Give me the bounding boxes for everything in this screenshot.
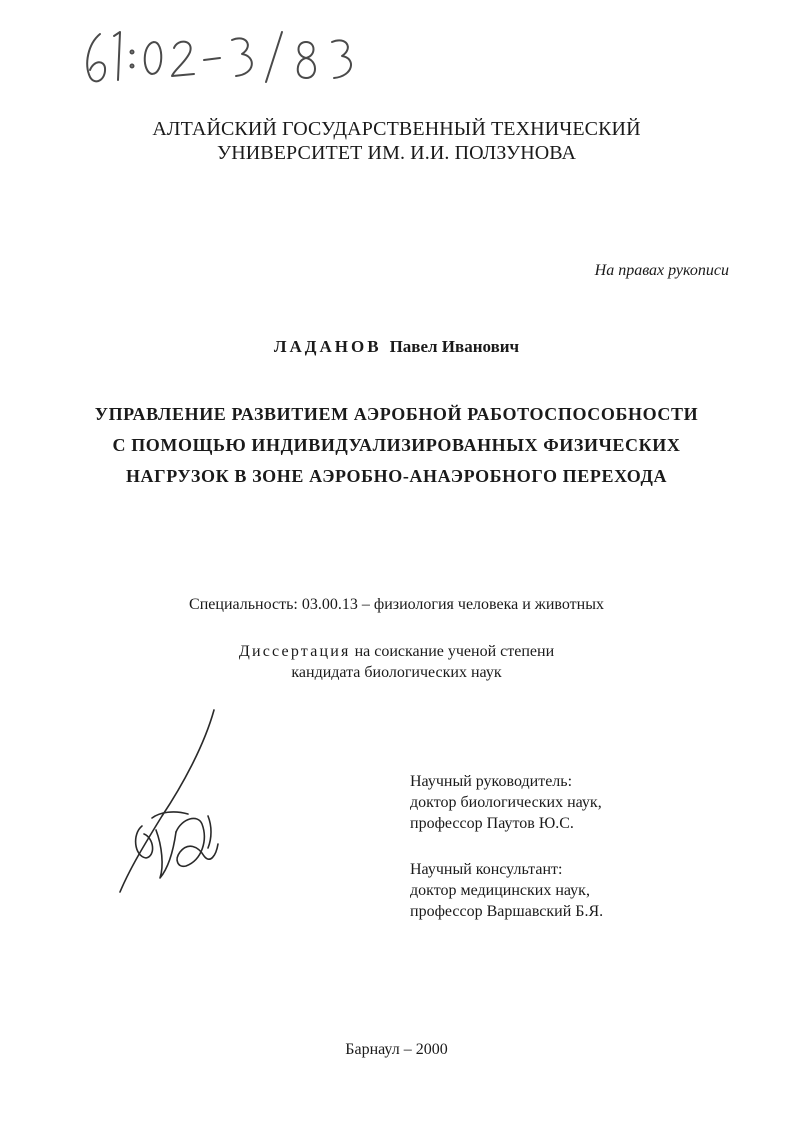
degree-line-1-rest: на соискание ученой степени bbox=[350, 643, 555, 660]
dissertation-title bbox=[0, 399, 793, 492]
title-line-3: НАГРУЗОК В ЗОНЕ АЭРОБНО-АНАЭРОБНОГО ПЕРЕХОДА bbox=[125, 466, 668, 486]
archive-handwritten-mark bbox=[70, 22, 370, 92]
consultant-degree: доктор медицинских наук, bbox=[410, 882, 590, 899]
university-line-1: АЛТАЙСКИЙ ГОСУДАРСТВЕННЫЙ ТЕХНИЧЕСКИЙ bbox=[152, 118, 641, 140]
archive-mark-drawing bbox=[70, 22, 370, 92]
rights-note: На правах рукописи bbox=[594, 262, 729, 279]
title-line-1: УПРАВЛЕНИЕ РАЗВИТИЕМ АЭРОБНОЙ РАБОТОСПОСОБНОСТИ bbox=[94, 404, 699, 424]
supervisor-block bbox=[410, 771, 602, 834]
consultant-role: Научный консультант: bbox=[410, 861, 563, 878]
signature-drawing bbox=[112, 706, 242, 902]
title-line-2: С ПОМОЩЬЮ ИНДИВИДУАЛИЗИРОВАННЫХ ФИЗИЧЕСКИХ bbox=[112, 435, 681, 455]
supervisor-name: профессор Паутов Ю.С. bbox=[410, 815, 574, 832]
degree-line-1 bbox=[0, 641, 793, 662]
university-header bbox=[0, 117, 793, 165]
author-given-names: Павел Иванович bbox=[389, 337, 520, 356]
author-name bbox=[0, 337, 793, 357]
consultant-name: профессор Варшавский Б.Я. bbox=[410, 903, 604, 920]
university-line-2: УНИВЕРСИТЕТ ИМ. И.И. ПОЛЗУНОВА bbox=[216, 142, 577, 164]
specialty-line: Специальность: 03.00.13 – физиология человека и животных bbox=[189, 596, 604, 613]
supervisor-role: Научный руководитель: bbox=[410, 773, 573, 790]
author-signature bbox=[112, 706, 242, 902]
consultant-block bbox=[410, 859, 603, 922]
degree-statement bbox=[0, 641, 793, 683]
city-year-footer: Барнаул – 2000 bbox=[345, 1041, 448, 1058]
dissertation-word: Диссертация bbox=[238, 643, 351, 660]
author-surname: ЛАДАНОВ bbox=[273, 337, 382, 356]
supervisor-degree: доктор биологических наук, bbox=[410, 794, 602, 811]
degree-line-2: кандидата биологических наук bbox=[291, 664, 502, 681]
